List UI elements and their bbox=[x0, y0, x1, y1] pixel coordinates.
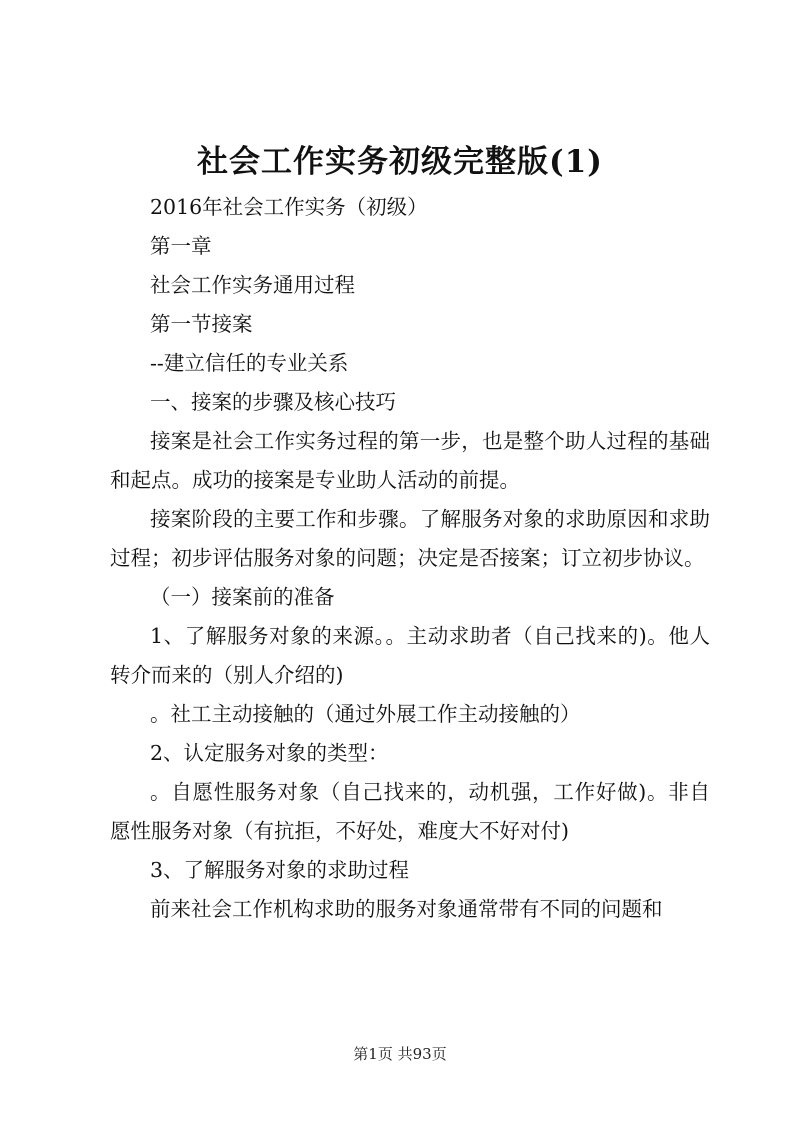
paragraph: 1、了解服务对象的来源。。主动求助者（自己找来的)。他人转介而来的（别人介绍的) bbox=[110, 624, 710, 687]
paragraph: 接案是社会工作实务过程的第一步，也是整个助人过程的基础和起点。成功的接案是专业助人活动的前提。 bbox=[110, 429, 710, 492]
document-body bbox=[110, 188, 710, 929]
paragraph: 2016年社会工作实务（初级） bbox=[150, 195, 428, 219]
paragraph: 一、接案的步骤及核心技巧 bbox=[150, 390, 396, 414]
paragraph: 2、认定服务对象的类型： bbox=[150, 741, 389, 765]
document-title: 社会工作实务初级完整版(1) bbox=[197, 144, 603, 180]
paragraph: 。自愿性服务对象（自己找来的，动机强，工作好做)。非自愿性服务对象（有抗拒，不好处，难度大不好对付) bbox=[110, 780, 710, 843]
paragraph: （一）接案前的准备 bbox=[150, 585, 335, 609]
paragraph: 。社工主动接触的（通过外展工作主动接触的） bbox=[150, 702, 581, 726]
paragraph: --建立信任的专业关系 bbox=[150, 351, 349, 375]
paragraph: 接案阶段的主要工作和步骤。了解服务对象的求助原因和求助过程；初步评估服务对象的问题；决定是否接案；订立初步协议。 bbox=[110, 507, 710, 570]
paragraph: 社会工作实务通用过程 bbox=[150, 273, 355, 297]
paragraph: 第一节接案 bbox=[150, 312, 253, 336]
paragraph: 前来社会工作机构求助的服务对象通常带有不同的问题和 bbox=[150, 897, 663, 921]
paragraph: 3、了解服务对象的求助过程 bbox=[150, 858, 410, 882]
page-number-footer: 第1页 共93页 bbox=[353, 1045, 447, 1063]
paragraph: 第一章 bbox=[150, 234, 212, 258]
